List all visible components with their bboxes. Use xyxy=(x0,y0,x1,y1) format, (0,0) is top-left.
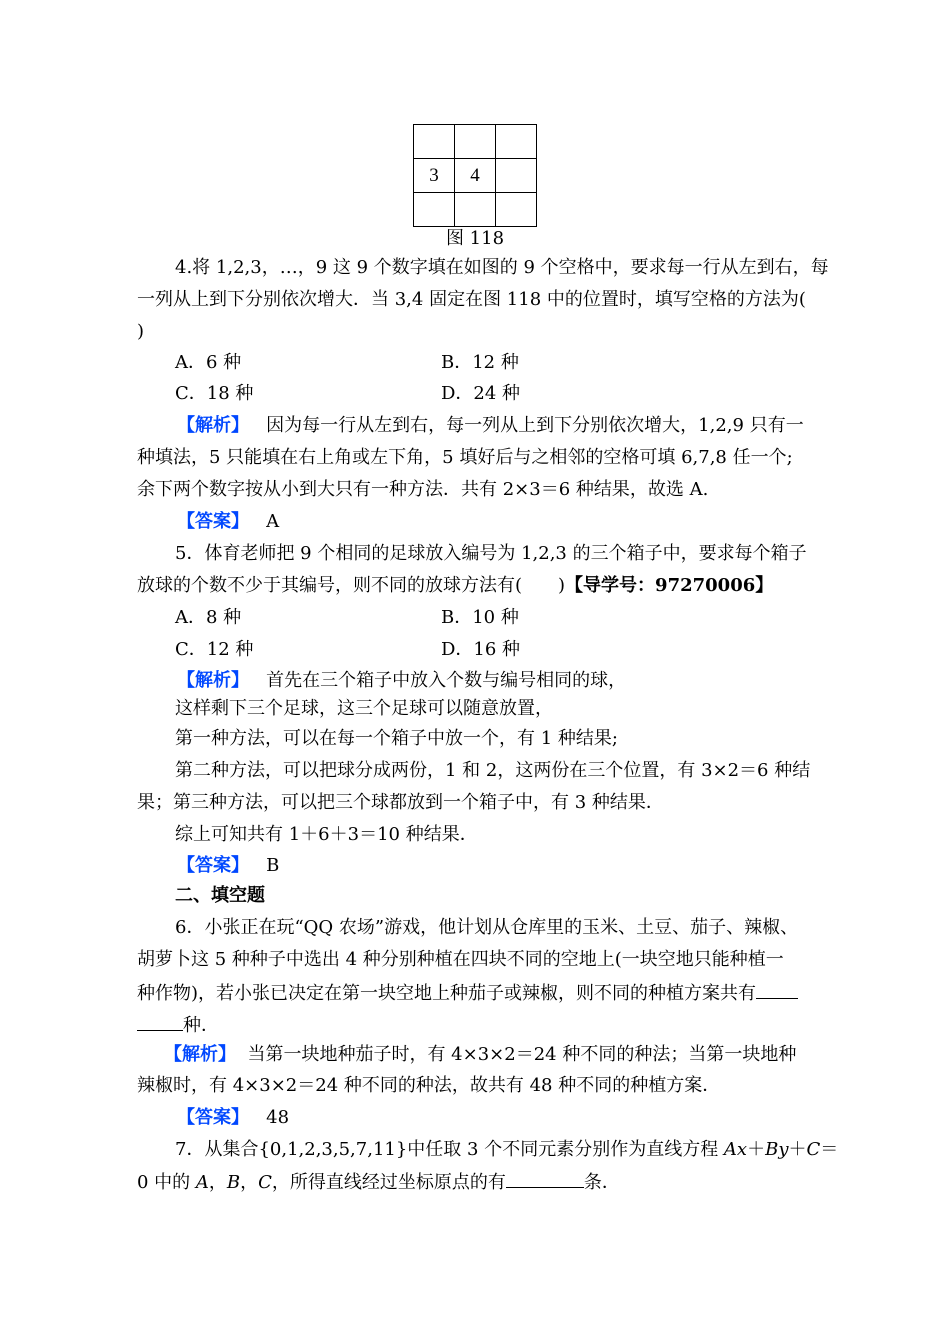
answer-value: 48 xyxy=(266,1107,290,1128)
var-x: x xyxy=(736,1139,748,1160)
var-b: B xyxy=(765,1139,779,1160)
q6-stem-line: 胡萝卜这 5 种种子中选出 4 种分别种植在四块不同的空地上(一块空地只能种植一 xyxy=(137,949,784,970)
answer-value: B xyxy=(266,855,280,876)
q5-analysis-line: 这样剩下三个足球，这三个足球可以随意放置， xyxy=(175,698,553,719)
q7-stem-line xyxy=(137,1169,620,1195)
var-y: y xyxy=(778,1139,789,1160)
q4-analysis-line: 余下两个数字按从小到大只有一种方法．共有 2×3＝6 种结果，故选 A. xyxy=(137,479,709,500)
answer-value: A xyxy=(266,511,280,532)
q5-analysis-line: 果；第三种方法，可以把三个球都放到一个箱子中，有 3 种结果． xyxy=(137,792,664,813)
q6-answer-line xyxy=(177,1106,289,1130)
q6-analysis-line xyxy=(164,1043,796,1067)
q5-answer-line xyxy=(177,854,279,878)
q4-analysis-line xyxy=(177,414,804,438)
q5-analysis-line xyxy=(177,669,626,693)
grid-row xyxy=(414,193,537,227)
q5-option-b: B．10 种 xyxy=(441,607,519,628)
analysis-text: 首先在三个箱子中放入个数与编号相同的球， xyxy=(266,670,627,691)
grid-cell: 4 xyxy=(455,159,496,193)
q4-analysis-line: 种填法，5 只能填在右上角或左下角，5 填好后与之相邻的空格可填 6,7,8 任一个; xyxy=(137,447,793,468)
var-b: B xyxy=(226,1172,241,1193)
q5-stem-line xyxy=(137,574,773,598)
q5-option-a: A．8 种 xyxy=(175,607,242,628)
var-c: C xyxy=(258,1172,272,1193)
grid-cell xyxy=(496,193,537,227)
q5-stem-line: 5．体育老师把 9 个相同的足球放入编号为 1,2,3 的三个箱子中，要求每个箱子 xyxy=(175,543,807,564)
q7-stem-text: 7．从集合{0,1,2,3,5,7,11}中任取 3 个不同元素分别作为直线方程 xyxy=(175,1139,724,1160)
q7-stem-text: 条． xyxy=(583,1172,620,1193)
q4-option-a: A．6 种 xyxy=(175,352,242,373)
grid-cell: 3 xyxy=(414,159,455,193)
answer-blank xyxy=(506,1169,584,1188)
answer-tag: 【答案】 xyxy=(177,1107,249,1128)
q4-stem-line: ) xyxy=(137,321,145,342)
figure-caption: 图 118 xyxy=(445,228,505,249)
answer-tag: 【答案】 xyxy=(177,511,249,532)
q6-stem-line xyxy=(137,1012,219,1038)
q4-option-b: B．12 种 xyxy=(441,352,519,373)
grid-cell xyxy=(455,193,496,227)
q7-stem-text: ，所得直线经过坐标原点的有 xyxy=(271,1172,506,1193)
q6-stem-text: 种． xyxy=(183,1015,219,1036)
analysis-text: 因为每一行从左到右，每一列从上到下分别依次增大，1,2,9 只有一 xyxy=(266,415,804,436)
grid-cell xyxy=(496,159,537,193)
section-heading: 二、填空题 xyxy=(175,885,265,906)
q7-stem-text: 0 中的 xyxy=(137,1172,196,1193)
grid-cell xyxy=(496,125,537,159)
separator: ， xyxy=(208,1172,227,1193)
q7-stem-line xyxy=(175,1138,838,1162)
q4-option-d: D．24 种 xyxy=(441,383,521,404)
q4-stem-line: 4.将 1,2,3，…，9 这 9 个数字填在如图的 9 个空格中，要求每一行从左到右，每 xyxy=(175,257,829,278)
q5-analysis-line: 第二种方法，可以把球分成两份，1 和 2，这两份在三个位置，有 3×2＝6 种结 xyxy=(175,760,811,781)
plus-sign: ＋ xyxy=(747,1139,766,1160)
q5-stem-text: 放球的个数不少于其编号，则不同的放球方法有( ) xyxy=(137,575,566,596)
q5-option-c: C．12 种 xyxy=(175,639,254,660)
grid-row xyxy=(414,159,537,193)
q4-answer-line xyxy=(177,510,279,534)
q5-option-d: D．16 种 xyxy=(441,639,521,660)
answer-tag: 【答案】 xyxy=(177,855,249,876)
grid-cell xyxy=(414,125,455,159)
guide-number: 【导学号：97270006】 xyxy=(565,575,774,596)
grid-row xyxy=(414,125,537,159)
q6-stem-line xyxy=(137,980,798,1006)
q6-stem-line: 6．小张正在玩“QQ 农场”游戏，他计划从仓库里的玉米、土豆、茄子、辣椒、 xyxy=(175,917,799,938)
var-a: A xyxy=(195,1172,209,1193)
plus-sign: ＋ xyxy=(788,1139,807,1160)
analysis-tag: 【解析】 xyxy=(164,1044,236,1065)
q5-analysis-line: 第一种方法，可以在每一个箱子中放一个，有 1 种结果; xyxy=(175,728,618,749)
q6-analysis-line: 辣椒时，有 4×3×2＝24 种不同的种法，故共有 48 种不同的种植方案． xyxy=(137,1075,721,1096)
equals-sign: ＝ xyxy=(820,1139,839,1160)
analysis-text: 当第一块地种茄子时，有 4×3×2＝24 种不同的种法；当第一块地种 xyxy=(247,1044,797,1065)
q6-stem-text: 种作物)，若小张已决定在第一块空地上种茄子或辣椒，则不同的种植方案共有 xyxy=(137,983,757,1004)
grid-cell xyxy=(455,125,496,159)
analysis-tag: 【解析】 xyxy=(177,670,249,691)
grid-cell xyxy=(414,193,455,227)
number-grid-figure xyxy=(413,124,537,227)
analysis-tag: 【解析】 xyxy=(177,415,249,436)
var-c: C xyxy=(806,1139,821,1160)
separator: ， xyxy=(240,1172,259,1193)
q5-analysis-line: 综上可知共有 1＋6＋3＝10 种结果． xyxy=(175,824,478,845)
q4-stem-line: 一列从上到下分别依次增大．当 3,4 固定在图 118 中的位置时，填写空格的方法为( xyxy=(137,289,806,310)
q4-option-c: C．18 种 xyxy=(175,383,254,404)
answer-blank xyxy=(137,1012,183,1031)
var-a: A xyxy=(723,1139,737,1160)
answer-blank xyxy=(756,980,798,999)
